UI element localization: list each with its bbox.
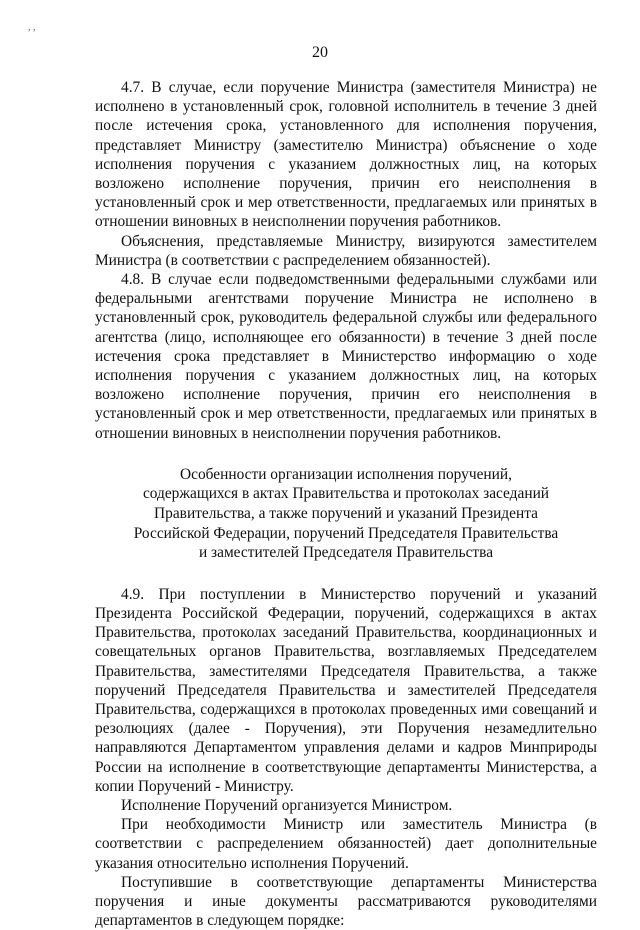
heading-line: содержащихся в актах Правительства и протоколах заседаний [142, 485, 550, 503]
paragraph-additional-instructions: При необходимости Министр или заместитель Министра (в соответствии с распределением обязанностей) дает дополнительные указания относительно исполнения Поручений. [95, 816, 597, 872]
page-number: 20 [312, 44, 328, 61]
heading-line: Правительства, а также поручений и указаний Президента [154, 505, 538, 523]
paragraph-4-8: 4.8. В случае если подведомственными федеральными службами или федеральными агентствами поручение Министра не исполнено в установленный срок, руководитель федеральной службы или федерального агентства (лицо, исполняющее его обязанности) в течение 3 дней после истечения срока представляет в Министерство информацию о ходе исполнения поручения с указанием должностных лиц, на которых возложено исполнение поручения, причин его неисполнения в установленный срок и мер ответственности, предлагаемых или принятых в отношении виновных в неисполнении поручения работников. [95, 271, 597, 442]
corner-marks: , , [28, 22, 36, 33]
paragraph-execution: Исполнение Поручений организуется Министром. [121, 797, 453, 815]
paragraph-4-9: 4.9. При поступлении в Министерство поручений и указаний Президента Российской Федерации, поручений, содержащихся в актах Правительства, протоколах заседаний Правительства, координационных и совещательных органов Правительства, возглавляемых Председателем Правительства, заместителями Председателя Правительства, а также поручений Председателя Правительства и заместителей Председателя Правительства, содержащихся в протоколах проведенных ими совещаний и резолюциях (далее - Поручения), эти Поручения незамедлительно направляются Департаментом управления делами и кадров Минприроды России на исполнение в соответствующие департаменты Министерства, а копии Поручений - Министру. [95, 585, 597, 795]
paragraph-explanations: Объяснения, представляемые Министру, визируются заместителем Министра (в соответствии с распределением обязанностей). [95, 232, 597, 269]
section-heading [95, 465, 597, 563]
heading-line: Российской Федерации, поручений Председателя Правительства [133, 524, 559, 542]
heading-line: и заместителей Председателя Правительства [198, 544, 494, 562]
document-body [95, 78, 597, 930]
heading-line: Особенности организации исполнения поручений, [180, 465, 512, 483]
paragraph-review-order: Поступившие в соответствующие департаменты Министерства поручения и иные документы рассматриваются руководителями департаментов в следующем порядке: [95, 873, 597, 930]
paragraph-4-7: 4.7. В случае, если поручение Министра (заместителя Министра) не исполнено в установленный срок, головной исполнитель в течение 3 дней после истечения срока, установленного для исполнения поручения, представляет Министру (заместителю Министра) объяснение о ходе исполнения поручения с указанием должностных лиц, на которых возложено исполнение поручения, причин его неисполнения в установленный срок и мер ответственности, предлагаемых или принятых в отношении виновных в неисполнении поручения работников. [95, 79, 597, 231]
